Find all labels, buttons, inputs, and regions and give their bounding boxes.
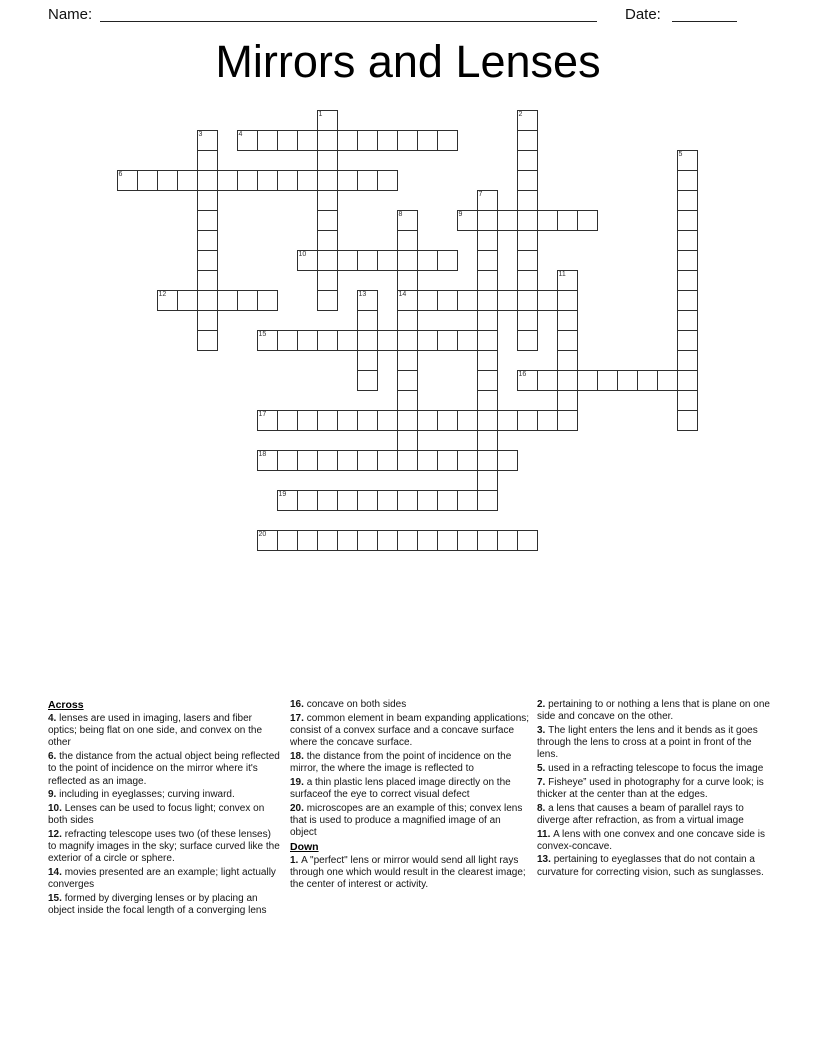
clue-column xyxy=(48,699,281,919)
grid-cell xyxy=(537,210,558,231)
clue-number: 9. xyxy=(48,789,60,801)
grid-cell xyxy=(177,170,198,191)
grid-cell xyxy=(397,350,418,371)
grid-cell xyxy=(397,390,418,411)
grid-cell xyxy=(257,130,278,151)
grid-cell xyxy=(317,250,338,271)
grid-cell xyxy=(397,410,418,431)
grid-cell xyxy=(397,270,418,291)
grid-cell xyxy=(677,410,698,431)
grid-cell xyxy=(357,170,378,191)
grid-cell xyxy=(517,270,538,291)
grid-cell xyxy=(317,230,338,251)
grid-cell xyxy=(357,290,378,311)
clue-number: 11. xyxy=(537,828,554,840)
grid-cell xyxy=(257,330,278,351)
grid-cell xyxy=(477,230,498,251)
grid-cell xyxy=(197,310,218,331)
grid-cell xyxy=(477,290,498,311)
grid-cell xyxy=(357,410,378,431)
grid-cell xyxy=(397,130,418,151)
clue-item: 15. formed by diverging lenses or by placing an object inside the focal length of a converging lens xyxy=(48,892,267,917)
grid-cell-number: 17 xyxy=(258,410,267,418)
grid-cell xyxy=(677,330,698,351)
clue-item: 17. common element in beam expanding applications; consist of a convex surface and a concave surface where the concave surface. xyxy=(290,712,530,749)
grid-cell xyxy=(277,130,298,151)
grid-cell xyxy=(197,230,218,251)
grid-cell xyxy=(357,330,378,351)
clue-number: 8. xyxy=(537,802,549,814)
grid-cell xyxy=(317,150,338,171)
grid-cell-number: 16 xyxy=(518,370,527,378)
grid-cell xyxy=(637,370,658,391)
name-label: Name: xyxy=(48,6,93,23)
grid-cell xyxy=(517,170,538,191)
clue-item: 3. The light enters the lens and it bends as it goes through the lens to cross at a point in front of the lens. xyxy=(537,724,758,761)
grid-cell xyxy=(517,150,538,171)
grid-cell xyxy=(477,530,498,551)
grid-cell xyxy=(617,370,638,391)
grid-cell xyxy=(677,390,698,411)
clue-number: 17. xyxy=(290,712,307,724)
grid-cell xyxy=(437,530,458,551)
grid-cell xyxy=(397,490,418,511)
grid-cell xyxy=(417,490,438,511)
clue-number: 12. xyxy=(48,828,65,840)
grid-cell xyxy=(297,250,318,271)
grid-cell xyxy=(457,290,478,311)
grid-cell xyxy=(537,290,558,311)
grid-cell-number: 7 xyxy=(478,190,483,198)
grid-cell xyxy=(217,290,238,311)
grid-cell xyxy=(677,250,698,271)
grid-cell xyxy=(297,130,318,151)
grid-cell xyxy=(517,370,538,391)
grid-cell xyxy=(357,490,378,511)
grid-cell xyxy=(237,290,258,311)
clue-list-heading: Down xyxy=(290,840,319,853)
grid-cell xyxy=(397,290,418,311)
grid-cell xyxy=(357,350,378,371)
clue-number: 10. xyxy=(48,802,65,814)
grid-cell xyxy=(477,190,498,211)
grid-cell xyxy=(377,450,398,471)
grid-cell xyxy=(397,330,418,351)
grid-cell xyxy=(537,410,558,431)
grid-cell xyxy=(357,250,378,271)
grid-cell xyxy=(197,330,218,351)
clue-list-heading: Across xyxy=(48,699,84,711)
grid-cell-number: 6 xyxy=(118,170,123,178)
grid-cell xyxy=(117,170,138,191)
clue-number: 2. xyxy=(537,699,549,710)
grid-cell xyxy=(477,490,498,511)
grid-cell xyxy=(237,170,258,191)
clue-item: 14. movies presented are an example; light actually converges xyxy=(48,866,276,891)
grid-cell xyxy=(497,210,518,231)
grid-cell xyxy=(417,410,438,431)
grid-cell xyxy=(337,130,358,151)
grid-cell xyxy=(277,450,298,471)
clue-number: 4. xyxy=(48,713,60,724)
clue-number: 5. xyxy=(537,763,549,775)
grid-cell xyxy=(477,470,498,491)
grid-cell xyxy=(477,330,498,351)
grid-cell xyxy=(197,270,218,291)
grid-cell xyxy=(557,410,578,431)
grid-cell xyxy=(317,210,338,231)
grid-cell xyxy=(377,250,398,271)
grid-cell xyxy=(237,130,258,151)
grid-cell xyxy=(517,190,538,211)
grid-cell xyxy=(297,490,318,511)
page-title: Mirrors and Lenses xyxy=(215,36,601,87)
grid-cell xyxy=(217,170,238,191)
grid-cell xyxy=(377,330,398,351)
grid-cell xyxy=(497,290,518,311)
clue-column xyxy=(290,699,530,893)
grid-cell xyxy=(317,290,338,311)
grid-cell-number: 5 xyxy=(678,150,683,158)
clue-number: 19. xyxy=(290,776,307,788)
grid-cell-number: 1 xyxy=(318,110,323,118)
grid-cell xyxy=(557,270,578,291)
grid-cell xyxy=(417,130,438,151)
clue-number: 1. xyxy=(290,854,302,866)
grid-cell xyxy=(337,330,358,351)
grid-cell xyxy=(417,250,438,271)
clue-number: 14. xyxy=(48,866,65,878)
grid-cell xyxy=(317,110,338,131)
grid-cell xyxy=(157,290,178,311)
worksheet-header xyxy=(48,4,768,28)
grid-cell xyxy=(517,330,538,351)
grid-cell xyxy=(357,130,378,151)
grid-cell xyxy=(557,290,578,311)
grid-cell xyxy=(397,370,418,391)
grid-cell xyxy=(497,450,518,471)
clue-item: 11. A lens with one convex and one concave side is convex-concave. xyxy=(537,828,765,852)
grid-cell xyxy=(177,290,198,311)
grid-cell xyxy=(557,350,578,371)
grid-cell xyxy=(257,410,278,431)
grid-cell xyxy=(277,530,298,551)
grid-cell xyxy=(197,210,218,231)
clue-item: 20. microscopes are an example of this; convex lens that is used to produce a magnified image of an object xyxy=(290,802,523,839)
grid-cell xyxy=(257,450,278,471)
grid-cell xyxy=(377,530,398,551)
grid-cell xyxy=(557,390,578,411)
clue-number: 13. xyxy=(537,854,554,866)
grid-cell xyxy=(457,410,478,431)
grid-cell xyxy=(137,170,158,191)
grid-cell xyxy=(477,430,498,451)
grid-cell xyxy=(497,530,518,551)
grid-cell-number: 12 xyxy=(158,290,167,298)
grid-cell xyxy=(197,150,218,171)
grid-cell-number: 14 xyxy=(398,290,407,298)
grid-cell xyxy=(337,250,358,271)
grid-cell xyxy=(517,230,538,251)
grid-cell xyxy=(397,210,418,231)
grid-cell xyxy=(317,270,338,291)
grid-cell xyxy=(417,290,438,311)
clue-item: 16. concave on both sides xyxy=(290,699,407,710)
grid-cell xyxy=(657,370,678,391)
grid-cell xyxy=(377,170,398,191)
grid-cell xyxy=(257,530,278,551)
grid-cell-number: 20 xyxy=(258,530,267,538)
grid-cell xyxy=(397,430,418,451)
grid-cell xyxy=(477,450,498,471)
grid-cell xyxy=(417,330,438,351)
grid-cell xyxy=(317,190,338,211)
grid-cell xyxy=(477,390,498,411)
grid-cell xyxy=(297,530,318,551)
grid-cell xyxy=(557,370,578,391)
grid-cell xyxy=(417,450,438,471)
clue-number: 16. xyxy=(290,699,307,710)
grid-cell xyxy=(337,170,358,191)
clue-item: 1. A "perfect" lens or mirror would send all light rays through one which would result in the clearest image; the center of interest or activity. xyxy=(290,854,526,891)
grid-cell xyxy=(477,250,498,271)
grid-cell xyxy=(357,450,378,471)
clue-number: 15. xyxy=(48,892,65,904)
grid-cell xyxy=(377,490,398,511)
grid-cell xyxy=(277,490,298,511)
grid-cell xyxy=(377,130,398,151)
grid-cell-number: 11 xyxy=(558,270,566,278)
clue-item: 10. Lenses can be used to focus light; convex on both sides xyxy=(48,802,265,827)
grid-cell xyxy=(457,490,478,511)
grid-cell xyxy=(317,530,338,551)
grid-cell xyxy=(517,250,538,271)
clue-number: 7. xyxy=(537,776,549,788)
grid-cell xyxy=(317,130,338,151)
grid-cell xyxy=(557,310,578,331)
grid-cell xyxy=(437,250,458,271)
grid-cell xyxy=(317,330,338,351)
grid-cell xyxy=(517,410,538,431)
grid-cell xyxy=(677,150,698,171)
grid-cell xyxy=(457,210,478,231)
grid-cell xyxy=(677,270,698,291)
grid-cell xyxy=(197,290,218,311)
grid-cell xyxy=(477,410,498,431)
grid-cell xyxy=(437,450,458,471)
grid-cell xyxy=(517,110,538,131)
grid-cell-number: 10 xyxy=(298,250,307,258)
grid-cell xyxy=(297,170,318,191)
name-blank-line xyxy=(100,7,597,22)
grid-cell xyxy=(457,330,478,351)
grid-cell xyxy=(537,370,558,391)
grid-cell-number: 4 xyxy=(238,130,243,138)
grid-cell xyxy=(397,250,418,271)
date-label: Date: xyxy=(625,6,661,23)
grid-cell xyxy=(337,450,358,471)
grid-cell xyxy=(437,330,458,351)
grid-cell-number: 19 xyxy=(278,490,287,498)
grid-cell xyxy=(457,450,478,471)
grid-cell-number: 18 xyxy=(258,450,267,458)
grid-cell xyxy=(437,410,458,431)
grid-cell xyxy=(677,310,698,331)
grid-cell xyxy=(577,370,598,391)
clue-item: 19. a thin plastic lens placed image directly on the surfaceof the eye to correct visual defect xyxy=(290,776,511,800)
clue-item: 7. Fisheye” used in photography for a curve look; is thicker at the center than at the edges. xyxy=(537,776,764,800)
grid-cell xyxy=(257,290,278,311)
grid-cell xyxy=(477,310,498,331)
grid-cell xyxy=(517,210,538,231)
grid-cell xyxy=(437,290,458,311)
clue-item: 5. used in a refracting telescope to focus the image xyxy=(537,763,764,775)
grid-cell-number: 15 xyxy=(258,330,267,338)
date-blank-line xyxy=(672,7,737,22)
grid-cell xyxy=(397,230,418,251)
grid-cell xyxy=(677,350,698,371)
clue-number: 18. xyxy=(290,750,307,762)
clue-item: 18. the distance from the point of incidence on the mirror, the where the image is reflected to xyxy=(290,750,512,775)
grid-cell xyxy=(317,450,338,471)
grid-cell xyxy=(337,490,358,511)
grid-cell xyxy=(677,230,698,251)
grid-cell xyxy=(457,530,478,551)
grid-cell xyxy=(197,170,218,191)
grid-cell xyxy=(297,410,318,431)
grid-cell xyxy=(357,370,378,391)
grid-cell xyxy=(677,190,698,211)
grid-cell xyxy=(677,170,698,191)
clue-item: 2. pertaining to or nothing a lens that is plane on one side and concave on the other. xyxy=(537,699,770,723)
grid-cell xyxy=(317,170,338,191)
grid-cell xyxy=(557,330,578,351)
grid-cell-number: 8 xyxy=(398,210,403,218)
grid-cell xyxy=(257,170,278,191)
grid-cell xyxy=(477,370,498,391)
grid-cell xyxy=(677,370,698,391)
grid-cell xyxy=(277,410,298,431)
clue-item: 6. the distance from the actual object being reflected to the point of incidence on the mirror where it's reflected as an image. xyxy=(48,751,280,787)
clue-number: 3. xyxy=(537,724,549,736)
grid-cell xyxy=(317,490,338,511)
grid-cell xyxy=(337,530,358,551)
grid-cell xyxy=(397,530,418,551)
grid-cell xyxy=(317,410,338,431)
clue-item: 12. refracting telescope uses two (of these lenses) to magnify images in the sky; surface curved like the exterior of a circle or sphere. xyxy=(48,828,280,865)
grid-cell xyxy=(297,330,318,351)
grid-cell xyxy=(517,130,538,151)
grid-cell xyxy=(477,350,498,371)
clue-item: 13. pertaining to eyeglasses that do not contain a curvature for correcting vision, such as sunglasses. xyxy=(537,854,764,878)
grid-cell xyxy=(677,290,698,311)
grid-cell xyxy=(397,310,418,331)
grid-cell xyxy=(277,330,298,351)
grid-cell xyxy=(337,410,358,431)
grid-cell xyxy=(497,410,518,431)
grid-cell-number: 9 xyxy=(458,210,463,218)
grid-cell xyxy=(197,250,218,271)
grid-cell-number: 2 xyxy=(518,110,523,118)
grid-cell xyxy=(517,310,538,331)
grid-cell xyxy=(297,450,318,471)
grid-cell xyxy=(357,310,378,331)
clue-item: 8. a lens that causes a beam of parallel rays to diverge after refraction, as from a virtual image xyxy=(537,802,744,826)
clue-number: 20. xyxy=(290,802,307,814)
grid-cell xyxy=(577,210,598,231)
grid-cell xyxy=(277,170,298,191)
grid-cell xyxy=(517,290,538,311)
crossword-grid xyxy=(117,110,699,552)
grid-cell xyxy=(157,170,178,191)
clue-number: 6. xyxy=(48,751,60,763)
grid-cell xyxy=(477,210,498,231)
grid-cell xyxy=(357,530,378,551)
grid-cell xyxy=(517,530,538,551)
grid-cell xyxy=(417,530,438,551)
grid-cell xyxy=(677,210,698,231)
clue-column xyxy=(537,699,775,880)
grid-cell xyxy=(397,450,418,471)
clue-item: 9. including in eyeglasses; curving inward. xyxy=(48,789,235,801)
grid-cell-number: 3 xyxy=(198,130,203,138)
grid-cell xyxy=(377,410,398,431)
grid-cell xyxy=(197,190,218,211)
grid-cell xyxy=(437,130,458,151)
grid-cell-number: 13 xyxy=(358,290,367,298)
clue-item: 4. lenses are used in imaging, lasers and fiber optics; being flat on one side, and convex on the other xyxy=(48,713,263,749)
grid-cell xyxy=(557,210,578,231)
grid-cell xyxy=(437,490,458,511)
grid-cell xyxy=(197,130,218,151)
grid-cell xyxy=(597,370,618,391)
grid-cell xyxy=(477,270,498,291)
